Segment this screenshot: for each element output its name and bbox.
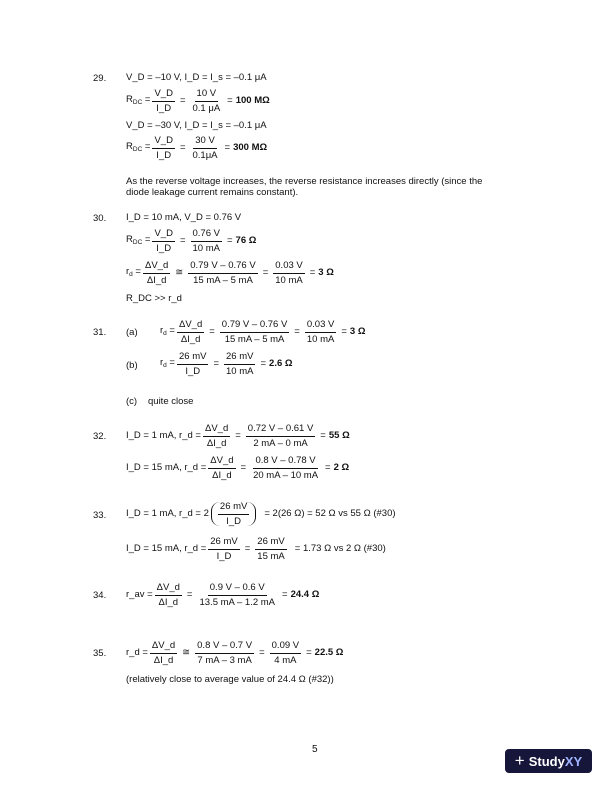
p29-rdc2: $R_{DC}$ = $\frac{V\_D}{I\_D}$ = $\frac{30 V}{0.1\mu A}$ = 300 MΩ — [126, 135, 268, 161]
p31-a: $r_d$ = $\frac{\Delta V\_d}{\Delta I\_d}$ = $\frac{0.79 V - 0.76 V}{15 mA - 5 mA}$ = $\frac{0.03 V}{10 mA}$ = 3 Ω — [160, 319, 366, 345]
plus-icon: + — [514, 751, 525, 770]
p31-b: $r_d$ = $\frac{26 mV}{I\_D}$ = $\frac{26 mV}{10 mA}$ = 2.6 Ω — [160, 351, 293, 377]
p29-line1: V_D = –10 V, I_D = I_s = –0.1 μA — [126, 72, 267, 83]
brand-suffix: XY — [564, 753, 583, 769]
p34-line: r_av = $\frac{\Delta V\_d}{\Delta I\_d}$ = $\frac{0.9 V - 0.6 V}{13.5 mA - 1.2 mA}$ = 24.4 Ω — [126, 582, 320, 608]
p30-rdc: $R_{DC}$ = $\frac{V\_D}{I\_D}$ = $\frac{0.76 V}{10 mA}$ = 76 Ω — [126, 228, 257, 254]
p29-paragraph: As the reverse voltage increases, the reverse resistance increases directly (since the diode leakage current remains constant). — [126, 176, 483, 198]
problem-34-number: 34. — [93, 590, 107, 601]
p30-line1: I_D = 10 mA, V_D = 0.76 V — [126, 212, 242, 223]
page-number: 5 — [312, 744, 318, 755]
p29-rdc1: $R_{DC}$ = $\frac{V\_D}{I\_D}$ = $\frac{10 V}{0.1 \mu A}$ = 100 MΩ — [126, 88, 270, 114]
p33-line1: I_D = 1 mA, r_d = 2 $\frac{26 mV}{I\_D}$ = 2(26 Ω) = 52 Ω vs 55 Ω (#30) — [126, 501, 396, 527]
p35-note: (relatively close to average value of 24.4 Ω (#32)) — [126, 674, 334, 685]
problem-31-number: 31. — [93, 327, 107, 338]
p32-line2: I_D = 15 mA, r_d = $\frac{\Delta V\_d}{\Delta I\_d}$ = $\frac{0.8 V - 0.78 V}{20 mA - 10 mA}$ = 2 Ω — [126, 455, 350, 481]
p30-rd: $r_d$ = $\frac{\Delta V\_d}{\Delta I\_d}$ ≅ $\frac{0.79 V - 0.76 V}{15 mA - 5 mA}$ = $\frac{0.03 V}{10 mA}$ = 3 Ω — [126, 260, 334, 286]
p29-line3: V_D = –30 V, I_D = I_s = –0.1 μA — [126, 120, 267, 131]
p31-c-label: (c) — [126, 396, 138, 407]
problem-32-number: 32. — [93, 431, 107, 442]
p31-c-text: quite close — [148, 396, 194, 407]
p32-line1: I_D = 1 mA, r_d = $\frac{\Delta V\_d}{\Delta I\_d}$ = $\frac{0.72 V - 0.61 V}{2 mA - 0 mA}$ = 55 Ω — [126, 423, 350, 449]
p30-last: R_DC >> r_d — [126, 293, 182, 304]
p35-line: r_d = $\frac{\Delta V\_d}{\Delta I\_d}$ ≅ $\frac{0.8 V - 0.7 V}{7 mA - 3 mA}$ = $\frac{0.09 V}{4 mA}$ = 22.5 Ω — [126, 640, 344, 666]
brand-name: Study — [528, 753, 565, 769]
studyxy-logo[interactable] — [505, 749, 592, 773]
problem-33-number: 33. — [93, 510, 107, 521]
p33-line2: I_D = 15 mA, r_d = $\frac{26 mV}{I\_D}$ = $\frac{26 mV}{15 mA}$ = 1.73 Ω vs 2 Ω (#30) — [126, 536, 386, 562]
p31-a-label: (a) — [126, 327, 138, 338]
p31-b-label: (b) — [126, 360, 138, 371]
problem-35-number: 35. — [93, 648, 107, 659]
problem-29-number: 29. — [93, 73, 107, 84]
problem-30-number: 30. — [93, 213, 107, 224]
